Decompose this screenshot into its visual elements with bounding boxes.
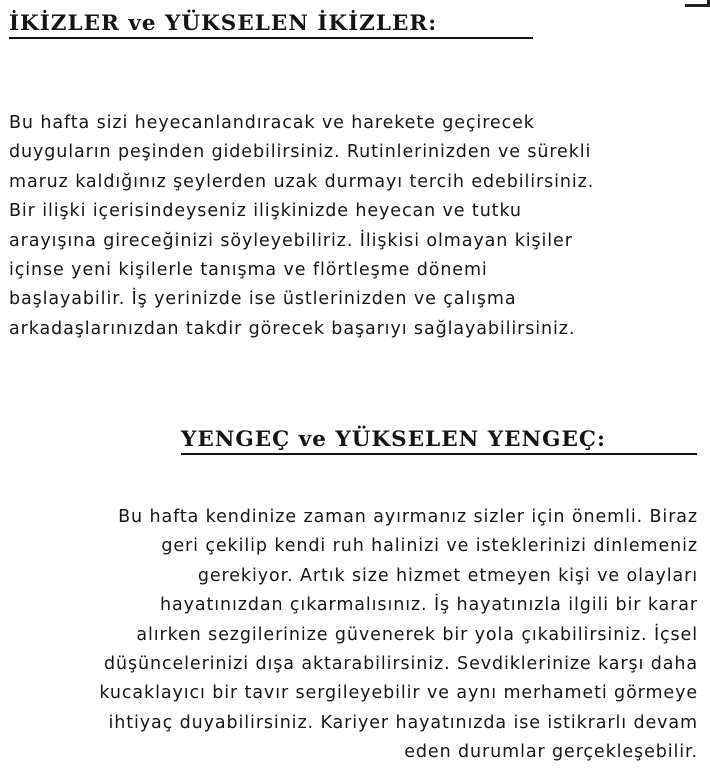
paragraph-yengec: [8, 503, 698, 768]
section-title-yengec-text: YENGEÇ ve YÜKSELEN YENGEÇ:: [181, 427, 606, 452]
paragraph-line: başlayabilir. İş yerinizde ise üstlerinizden ve çalışma: [9, 289, 517, 310]
section-title-underline: [181, 453, 697, 455]
paragraph-line: ihtiyaç duyabilirsiniz. Kariyer hayatınızda ise istikrarlı devam: [108, 712, 698, 733]
section-title-yengec: [181, 429, 606, 451]
paragraph-line: Bir ilişki içerisindeyseniz ilişkinizde heyecan ve tutku: [9, 201, 522, 222]
paragraph-line: hayatınızdan çıkarmalısınız. İş hayatınızla ilgili bir karar: [159, 595, 698, 616]
paragraph-line: düşüncelerinizi dışa aktarabilirsiniz. Sevdiklerinize karşı daha: [103, 654, 698, 675]
section-title-ikizler-text: İKİZLER ve YÜKSELEN İKİZLER:: [9, 11, 438, 36]
paragraph-ikizler: [9, 109, 699, 344]
section-title-ikizler: [9, 13, 437, 35]
corner-bracket-mark: [685, 0, 710, 7]
paragraph-line: alırken sezgilerinize güvenerek bir yola çıkabilirsiniz. İçsel: [136, 624, 698, 645]
paragraph-line: geri çekilip kendi ruh halinizi ve isteklerinizi dinlemeniz: [161, 536, 698, 557]
paragraph-line: Bu hafta kendinize zaman ayırmanız sizler için önemli. Biraz: [118, 507, 698, 527]
paragraph-line: maruz kaldığınız şeylerden uzak durmayı tercih edebilirsiniz.: [9, 171, 595, 192]
paragraph-line: gerekiyor. Artık size hizmet etmeyen kişi ve olayları: [197, 565, 698, 586]
paragraph-line: arayışına gireceğinizi söyleyebiliriz. İlişkisi olmayan kişiler: [9, 230, 573, 251]
paragraph-line: kucaklayıcı bir tavır sergileyebilir ve aynı merhameti görmeye: [99, 683, 698, 704]
paragraph-line: eden durumlar gerçekleşebilir.: [404, 742, 698, 763]
paragraph-line: duyguların peşinden gidebilirsiniz. Rutinlerinizden ve sürekli: [9, 142, 592, 163]
paragraph-line: içinse yeni kişilerle tanışma ve flörtleşme dönemi: [9, 260, 488, 281]
paragraph-line: arkadaşlarınızdan takdir görecek başarıyı sağlayabilirsiniz.: [9, 318, 576, 339]
paragraph-line: Bu hafta sizi heyecanlandıracak ve harekete geçirecek: [9, 113, 535, 133]
section-title-underline: [9, 37, 533, 39]
